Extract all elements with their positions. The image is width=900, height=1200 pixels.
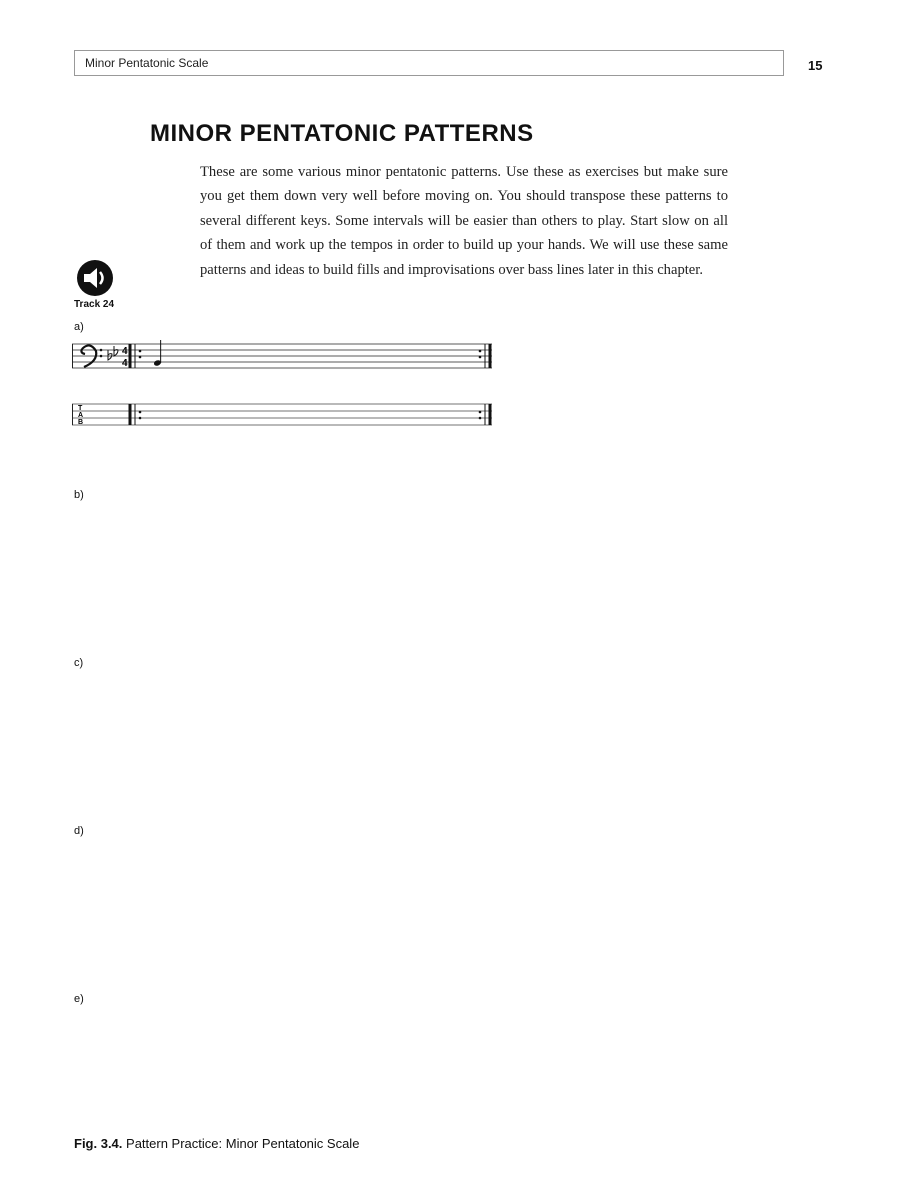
figure-caption-text: Pattern Practice: Minor Pentatonic Scale	[126, 1136, 360, 1151]
example-label-c: c)	[74, 657, 84, 669]
repeat-dot	[139, 417, 142, 420]
tab-clef-letter: A	[78, 412, 84, 419]
page-number: 15	[808, 58, 823, 73]
running-header	[74, 50, 784, 76]
repeat-dot	[479, 411, 482, 414]
repeat-dot	[479, 417, 482, 420]
tab-clef-letter: B	[78, 419, 84, 426]
figure-caption	[74, 1136, 359, 1151]
section-body-text: These are some various minor pentatonic patterns. Use these as exercises but make sure you get them down very well before moving on. You should transpose these patterns to several different keys. Some intervals will be easier than others to play. Start slow on all of them and work up the tempos in order to build up your hands. We will use these same patterns and ideas to build fills and improvisations over bass lines later in this chapter.	[200, 164, 728, 278]
example-label-a: a)	[74, 321, 84, 333]
example-label-e: e)	[74, 993, 84, 1005]
repeat-dot	[139, 411, 142, 414]
running-header-title: Minor Pentatonic Scale	[85, 56, 209, 70]
section-title: MINOR PENTATONIC PATTERNS	[150, 120, 534, 147]
repeat-dot	[479, 350, 482, 353]
key-signature-flats-icon	[108, 346, 118, 360]
track-label: Track 24	[74, 299, 115, 310]
repeat-dot	[479, 356, 482, 359]
tab-clef-letter: T	[78, 405, 83, 412]
system-a	[72, 340, 492, 457]
notation-system	[72, 340, 492, 452]
figure-number: Fig. 3.4.	[74, 1136, 123, 1151]
repeat-dot	[139, 356, 142, 359]
time-signature-top: 4	[122, 346, 128, 357]
time-signature-bottom: 4	[122, 358, 128, 369]
audio-speaker-icon	[75, 258, 115, 303]
repeat-dot	[139, 350, 142, 353]
example-label-d: d)	[74, 825, 84, 837]
example-label-b: b)	[74, 489, 84, 501]
